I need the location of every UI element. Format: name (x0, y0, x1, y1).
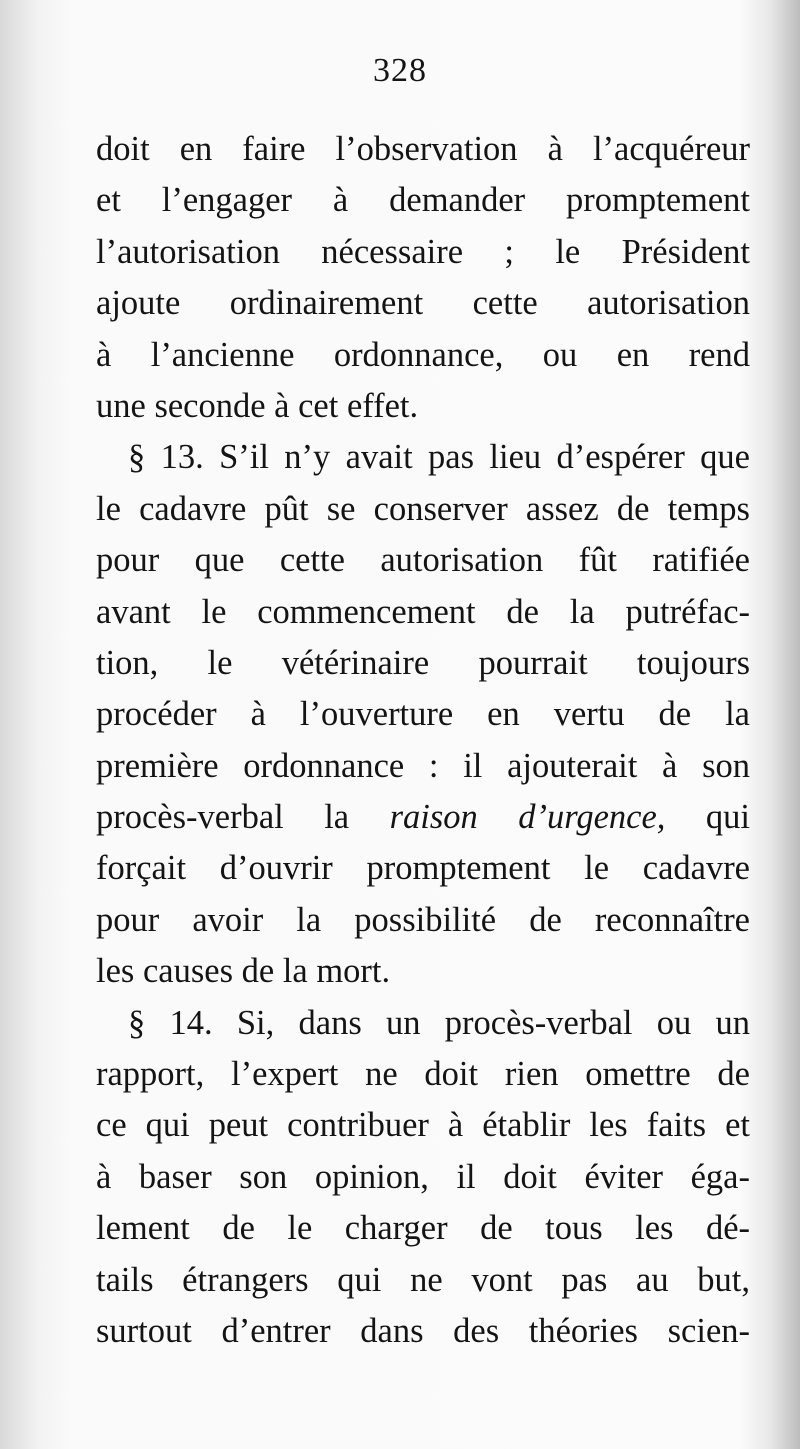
text-line: une seconde à cet effet. (96, 386, 419, 425)
text-line: l’autorisation nécessaire ; le Président (96, 232, 750, 271)
text-line: ce qui peut contribuer à établir les faits et (96, 1106, 750, 1145)
text-line: avant le commencement de la putréfac- (96, 592, 750, 631)
page-number: 328 (373, 52, 427, 89)
section-13-heading-line: § 13. S’il n’y avait pas lieu d’espérer que (128, 438, 750, 477)
body-text (96, 124, 750, 1357)
line-text-before: procès-verbal la (96, 798, 390, 837)
text-line: le cadavre pût se conserver assez de temps (96, 489, 750, 528)
text-line: lement de le charger de tous les dé- (96, 1209, 750, 1248)
text-line: pour que cette autorisation fût ratifiée (96, 541, 750, 580)
text-line: les causes de la mort. (96, 952, 391, 991)
text-line: première ordonnance : il ajouterait à son (96, 746, 750, 785)
text-line: et l’engager à demander promptement (96, 181, 750, 220)
text-line: à l’ancienne ordonnance, ou en rend (96, 335, 750, 374)
text-line: doit en faire l’observation à l’acquéreur (96, 130, 750, 168)
text-line-with-italic (96, 792, 750, 843)
text-line: rapport, l’expert ne doit rien omettre de (96, 1055, 750, 1094)
section-14-heading-line: § 14. Si, dans un procès-verbal ou un (128, 1003, 750, 1042)
text-line: tion, le vétérinaire pourrait toujours (96, 643, 750, 682)
italic-phrase: raison d’urgence, (389, 798, 666, 837)
text-line: à baser son opinion, il doit éviter éga- (96, 1157, 750, 1196)
text-line: forçait d’ouvrir promptement le cadavre (96, 849, 750, 888)
text-line: ajoute ordinairement cette autorisation (96, 284, 750, 323)
text-line: procéder à l’ouverture en vertu de la (96, 695, 750, 734)
text-line: pour avoir la possibilité de reconnaître (96, 900, 750, 939)
text-line: tails étrangers qui ne vont pas au but, (96, 1260, 750, 1299)
line-text-after: qui (665, 798, 750, 837)
text-line: surtout d’entrer dans des théories scien- (96, 1311, 750, 1350)
